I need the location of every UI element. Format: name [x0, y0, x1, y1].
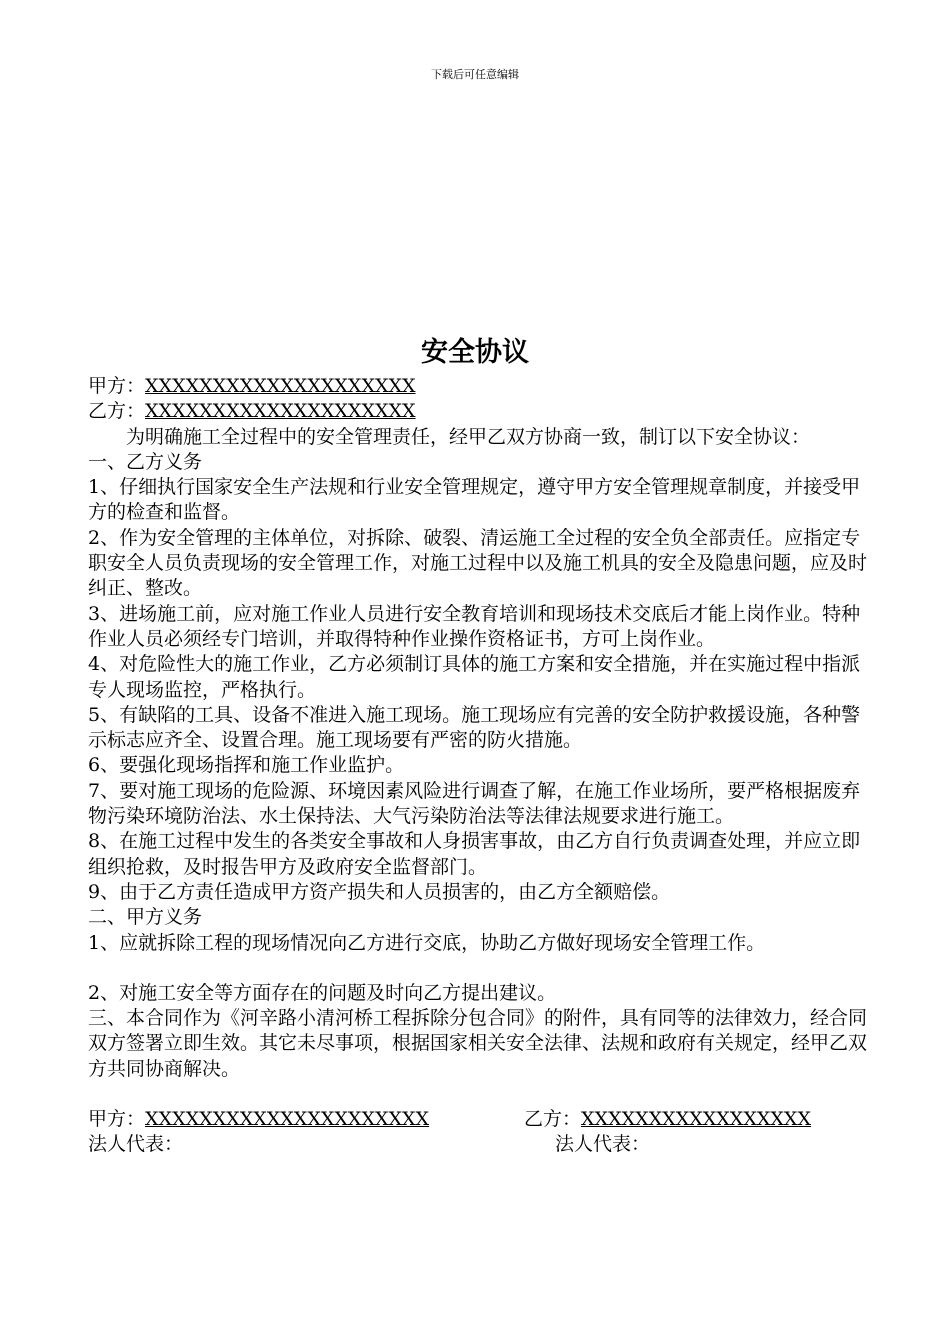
intro-paragraph: 为明确施工全过程中的安全管理责任，经甲乙双方协商一致，制订以下安全协议： [126, 425, 811, 448]
section1-item-5: 5、有缺陷的工具、设备不准进入施工现场。施工现场应有完善的安全防护救援设施，各种警示标志应齐全、设置合理。施工现场要有严密的防火措施。 [88, 703, 861, 752]
signature-b-label: 乙方： [524, 1108, 582, 1131]
section3-paragraph: 三、本合同作为《河辛路小清河桥工程拆除分包合同》的附件，具有同等的法律效力，经合同双方签署立即生效。其它未尽事项，根据国家相关安全法律、法规和政府有关规定，经甲乙双方共同协商解决。 [88, 1007, 868, 1080]
party-a-label: 甲方： [88, 375, 146, 397]
section1-item-2: 2、作为安全管理的主体单位，对拆除、破裂、清运施工全过程的安全负全部责任。应指定专职安全人员负责现场的安全管理工作，对施工过程中以及施工机具的安全及隐患问题，应及时纠正、整改。 [88, 526, 868, 600]
section2-heading: 二、甲方义务 [88, 906, 203, 929]
section1-item-6: 6、要强化现场指挥和施工作业监护。 [88, 754, 405, 777]
signature-party-a [88, 1107, 429, 1132]
signature-party-b [524, 1107, 811, 1132]
section2-item-1: 1、应就拆除工程的现场情况向乙方进行交底，协助乙方做好现场安全管理工作。 [88, 931, 766, 954]
section2-item-2: 2、对施工安全等方面存在的问题及时向乙方提出建议。 [88, 981, 557, 1004]
blank-line [88, 956, 878, 981]
document-title: 安全协议 [421, 337, 529, 368]
party-a-line [88, 374, 878, 399]
section1-item-9: 9、由于乙方责任造成甲方资产损失和人员损害的，由乙方全额赔偿。 [88, 880, 671, 903]
section1-heading: 一、乙方义务 [88, 450, 203, 473]
section1-item-8: 8、在施工过程中发生的各类安全事故和人身损害事故，由乙方自行负责调查处理，并应立即组织抢救，及时报告甲方及政府安全监督部门。 [88, 830, 861, 878]
header-note: 下载后可任意编辑 [431, 68, 519, 81]
blank-line [88, 1082, 878, 1107]
section1-item-1: 1、仔细执行国家安全生产法规和行业安全管理规定，遵守甲方安全管理规章制度，并接受甲方的检查和监督。 [88, 476, 861, 524]
section1-item-3: 3、进场施工前，应对施工作业人员进行安全教育培训和现场技术交底后才能上岗作业。特种作业人员必须经专门培训，并取得特种作业操作资格证书，方可上岗作业。 [88, 602, 861, 650]
party-a-value: XXXXXXXXXXXXXXXXXXXX [145, 375, 416, 397]
signature-a-label: 甲方： [88, 1108, 146, 1131]
signature-representatives-row [88, 1132, 878, 1157]
section1-item-7: 7、要对施工现场的危险源、环境因素风险进行调查了解，在施工作业场所，要严格根据废弃物污染环境防治法、水土保持法、大气污染防治法等法律法规要求进行施工。 [88, 779, 861, 828]
section1-item-4: 4、对危险性大的施工作业，乙方必须制订具体的施工方案和安全措施，并在实施过程中指派专人现场监控，严格执行。 [88, 653, 861, 701]
signature-a-value: XXXXXXXXXXXXXXXXXXXXX [145, 1108, 430, 1131]
party-b-line [88, 399, 878, 424]
party-b-value: XXXXXXXXXXXXXXXXXXXX [145, 400, 416, 423]
representative-a-label: 法人代表： [88, 1133, 184, 1156]
representative-b-label: 法人代表： [555, 1133, 651, 1156]
signature-b-value: XXXXXXXXXXXXXXXXX [581, 1108, 811, 1131]
document-body [88, 374, 878, 1157]
signature-parties-row [88, 1107, 878, 1132]
party-b-label: 乙方： [88, 400, 146, 423]
